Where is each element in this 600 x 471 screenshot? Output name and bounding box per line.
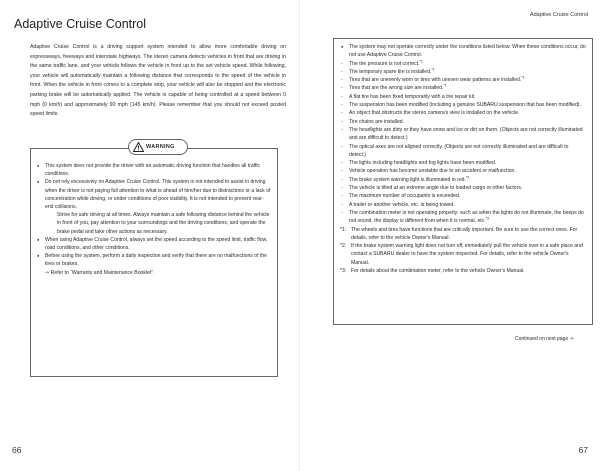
intro-paragraph: Adaptive Cruise Control is a driving support system intended to allow more comfortable driving on expressways, freeways and interstate highways. The stereo camera detects vehicles in front that are driving in the same traffic lane, and your vehicle follows the vehicle in front up to the set vehicle speed. While following, your vehicle will automatically maintain a following distance that corresponds to the speed of the vehicle in front. When the vehicle in front comes to a complete stop, your vehicle will also be stopped and the electronic parking brake will be automatically applied. The vehicle is capable of being controlled at a speed between 0 mph (0 km/h) and approximately 90 mph (145 km/h). Please remember that you should not exceed posted speed limits. bbox=[30, 44, 286, 118]
condition-item bbox=[340, 209, 586, 226]
condition-item bbox=[340, 76, 586, 84]
warning-item bbox=[35, 162, 271, 178]
footnote-ref: *1 bbox=[521, 75, 525, 80]
caution-box bbox=[333, 38, 593, 325]
footnote-item bbox=[340, 226, 586, 243]
condition-text: The brake system warning light is illuminated in red. bbox=[349, 176, 466, 183]
condition-item bbox=[340, 184, 586, 192]
condition-text: An object that obstructs the stereo camera's view is installed on the vehicle. bbox=[349, 110, 520, 117]
condition-item bbox=[340, 159, 586, 167]
footnote-ref: *3 bbox=[485, 216, 490, 221]
warning-list bbox=[35, 162, 271, 277]
condition-text: The temporary spare tire is installed. bbox=[349, 68, 432, 75]
cross-reference: ⇒ Refer to “Warranty and Maintenance Booklet”. bbox=[45, 269, 155, 276]
warning-item bbox=[35, 236, 271, 252]
warning-triangle-icon bbox=[133, 142, 144, 152]
caution-content bbox=[340, 43, 586, 275]
footnote-list bbox=[340, 226, 586, 276]
footnote-text: The wheels and tires have functions that are critically important. Be sure to use the correct ones. For details, refer to the vehicle Owner's Manual. bbox=[351, 226, 578, 241]
warning-item bbox=[35, 252, 271, 277]
footnote-ref: *1 bbox=[443, 83, 447, 88]
footnote-ref: *1 bbox=[419, 58, 423, 63]
condition-text: The headlights are dirty or they have snow and ice or dirt on them. (Objects are not correctly illuminated and are difficult to detect.) bbox=[349, 126, 583, 142]
condition-item bbox=[340, 143, 586, 160]
warning-header bbox=[128, 139, 188, 155]
condition-item bbox=[340, 101, 586, 109]
footnote-mark: *1: bbox=[340, 226, 347, 233]
footnote-mark: *2: bbox=[340, 243, 347, 250]
condition-text: A flat tire has been fixed temporarily with a tire repair kit. bbox=[349, 93, 476, 100]
condition-item bbox=[340, 118, 586, 126]
footnote-ref: *1 bbox=[431, 67, 435, 72]
condition-item bbox=[340, 60, 586, 68]
condition-text: A trailer or another vehicle, etc. is being towed. bbox=[349, 201, 455, 208]
footnote-text: For details about the combination meter, refer to the vehicle Owner's Manual. bbox=[351, 268, 525, 275]
warning-item-continuation: Strive for safe driving at all times. Always maintain a safe following distance behind the vehicle in front of you, pay attention to your surroundings and the driving conditions, and operate the brake pedal and take other actions as necessary. bbox=[57, 212, 270, 235]
condition-item bbox=[340, 201, 586, 209]
warning-box bbox=[30, 143, 278, 377]
footnote-ref: *2 bbox=[465, 175, 470, 180]
condition-text: The maximum number of occupants is exceeded. bbox=[349, 193, 461, 200]
condition-list bbox=[340, 60, 586, 226]
warning-item-text: Before using the system, perform a daily inspection and verify that there are no malfunctions of the tires or brakes. bbox=[45, 253, 267, 268]
warning-label: WARNING bbox=[146, 143, 175, 150]
page-number: 66 bbox=[12, 445, 22, 455]
warning-item-text: When using Adaptive Cruise Control, always set the speed according to the speed limit, traffic flow, road conditions, and other conditions. bbox=[45, 236, 268, 252]
condition-item bbox=[340, 68, 586, 76]
condition-text: Tire chains are installed. bbox=[349, 118, 405, 125]
condition-item bbox=[340, 192, 586, 200]
footnote-mark: *3: bbox=[340, 268, 347, 275]
page-number: 67 bbox=[578, 445, 588, 455]
warning-item-text: Do not rely excessively on Adaptive Cruise Control. This system is not intended to assist in driving when the driver is not paying full attention to what is ahead of him/her due to distractions or a lack of concentration while driving, or under conditions of poor visibility. It is not intended to prevent rear-end collisions. bbox=[45, 179, 271, 211]
condition-item bbox=[340, 84, 586, 92]
condition-text: The vehicle is tilted at an extreme angle due to loaded cargo or other factors. bbox=[349, 185, 523, 192]
condition-text: The optical axes are not aligned correctly. (Objects are not correctly illuminated and are difficult to detect.) bbox=[349, 143, 569, 158]
condition-item bbox=[340, 93, 586, 101]
footnote-text: If the brake system warning light does not turn off, immediately pull the vehicle over in a safe place and contact a SUBARU dealer to have the system inspected. For details, refer to the vehicle Owner's Manual. bbox=[351, 243, 583, 266]
condition-item bbox=[340, 126, 586, 143]
page-title: Adaptive Cruise Control bbox=[14, 17, 147, 31]
condition-item bbox=[340, 109, 586, 117]
footnote-item bbox=[340, 242, 586, 267]
condition-text: The tire pressure is not correct. bbox=[349, 60, 420, 67]
footnote-item bbox=[340, 267, 586, 275]
warning-item bbox=[35, 178, 271, 235]
condition-text: Tires that are unevenly worn or tires with uneven wear patterns are installed. bbox=[349, 77, 522, 84]
caution-lead: ● The system may not operate correctly under the conditions listed below. When these conditions occur, do not use Adaptive Cruise Control. bbox=[340, 43, 586, 60]
condition-text: The suspension has been modified (including a genuine SUBARU suspension that has been modified). bbox=[349, 102, 581, 109]
right-page bbox=[300, 0, 600, 471]
condition-item bbox=[340, 167, 586, 175]
condition-text: The combination meter is not operating properly; such as when the lights do not illuminate, the beeps do not sound, the display is different from when it is normal, etc. bbox=[349, 209, 584, 225]
warning-item-text: This system does not provide the driver with an automatic driving function that handles all traffic conditions. bbox=[45, 163, 261, 178]
condition-text: Vehicle operation has become unstable due to an accident or malfunction. bbox=[349, 168, 516, 175]
condition-text: The lights including headlights and fog lights have been modified. bbox=[349, 160, 497, 167]
continued-notice: Continued on next page ⇒ bbox=[515, 336, 574, 342]
condition-item bbox=[340, 176, 586, 184]
running-head: Adaptive Cruise Control bbox=[529, 12, 588, 18]
condition-text: Tires that are the wrong size are installed. bbox=[349, 85, 444, 92]
